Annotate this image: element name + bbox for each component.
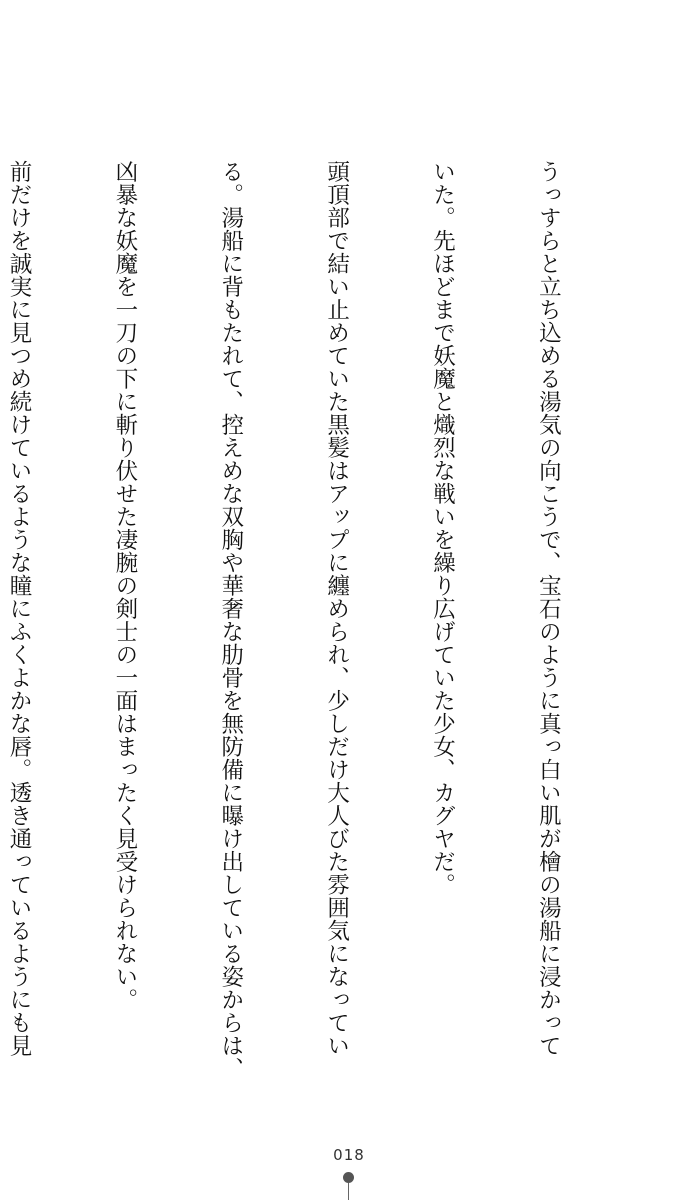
text-line: 凶暴な妖魔を一刀の下に斬り伏せた凄腕の剣士の一面はまったく見受けられない。 — [111, 160, 138, 1011]
text-line: 前だけを誠実に見つめ続けているような瞳にふくよかな唇。透き通っているようにも見 — [5, 160, 32, 1057]
text-line: いた。先ほどまで妖魔と熾烈な戦いを繰り広げていた少女、カグヤだ。 — [429, 160, 456, 896]
folio-rule — [348, 1183, 349, 1200]
text-line: る。湯船に背もたれて、控えめな双胸や華奢な肋骨を無防備に曝け出している姿からは、 — [217, 160, 244, 1080]
page-number: 018 — [333, 1146, 365, 1164]
text-line: 頭頂部で結い止めていた黒髪はアップに纏められ、少しだけ大人びた雰囲気になってい — [323, 160, 350, 1057]
folio-dot-icon — [343, 1172, 354, 1183]
text-line: うっすらと立ち込める湯気の向こうで、宝石のように真っ白い肌が檜の湯船に浸かって — [535, 160, 562, 1057]
body-text — [0, 160, 636, 1110]
